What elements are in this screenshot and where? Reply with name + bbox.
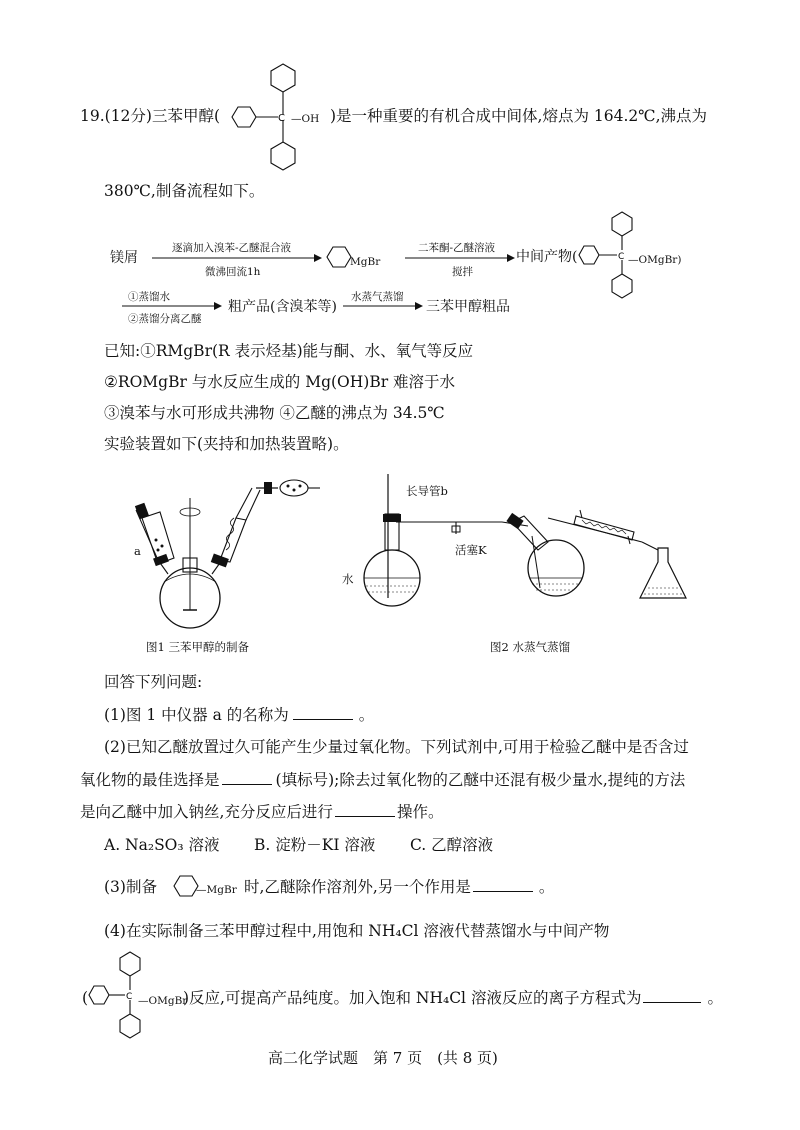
flow-arrow4-top: 水蒸气蒸馏 [351, 291, 404, 303]
known-2: ②ROMgBr 与水反应生成的 Mg(OH)Br 难溶于水 [104, 373, 456, 391]
q1-answer-blank[interactable] [293, 705, 353, 720]
flow-intermediate-group: —OMgBr) [628, 254, 682, 266]
q2-option-b: B. 淀粉－KI 溶液 [254, 836, 376, 854]
figure-2-label-valve: 活塞K [455, 543, 487, 557]
svg-text:C: C [618, 252, 625, 262]
q4-paren-open: ( [82, 989, 89, 1007]
q3-text-a: (3)制备 [104, 878, 157, 896]
q2-line3-a: 是向乙醚中加入钠丝,充分反应后进行 [80, 803, 333, 821]
figure-1-label-a: a [134, 544, 141, 558]
q2-option-c: C. 乙醇溶液 [410, 836, 494, 854]
flow-arrow2-top: 二苯酮-乙醚溶液 [418, 242, 496, 254]
flow-final: 三苯甲醇粗品 [426, 299, 510, 315]
figure-2-apparatus [352, 470, 692, 610]
q4-line2-text: )反应,可提高产品纯度。加入饱和 NH₄Cl 溶液反应的离子方程式为 [183, 989, 642, 1007]
q1-line [104, 705, 374, 725]
flow-start: 镁屑 [110, 250, 138, 266]
known-3: ③溴苯与水可形成共沸物 ④乙醚的沸点为 34.5℃ [104, 404, 445, 422]
q3-period: 。 [538, 878, 555, 896]
q1-period: 。 [358, 706, 375, 724]
q2-answer-blank-2[interactable] [335, 802, 395, 817]
q3-line [104, 877, 157, 897]
q4-answer-blank[interactable] [643, 988, 701, 1003]
figure-2-caption: 图2 水蒸气蒸馏 [490, 640, 570, 654]
flow-arrow-4 [343, 301, 423, 311]
q2-line2-a: 氧化物的最佳选择是 [80, 771, 220, 789]
q2-option-a: A. Na₂SO₃ 溶液 [104, 836, 220, 854]
svg-text:C: C [126, 992, 133, 1002]
q3-line-b [244, 877, 554, 897]
question-19-line1-suffix: )是一种重要的有机合成中间体,熔点为 164.2℃,沸点为 [330, 107, 708, 125]
svg-text:C: C [278, 113, 285, 124]
flow-arrow1-top: 逐滴加入溴苯-乙醚混合液 [172, 242, 292, 254]
flow-arrow1-bottom: 微沸回流1h [205, 266, 261, 278]
q4-period: 。 [707, 989, 723, 1007]
q1-text: (1)图 1 中仪器 a 的名称为 [104, 706, 289, 724]
figure-2-label-water: 水 [342, 572, 354, 586]
known-4: 实验装置如下(夹持和加热装置略)。 [104, 435, 349, 453]
figure-2-label-tube: 长导管b [406, 484, 448, 498]
flow-arrow2-bottom: 搅拌 [452, 266, 473, 278]
oh-group-label: —OH [291, 113, 320, 125]
q2-line1: (2)已知乙醚放置过久可能产生少量过氧化物。下列试剂中,可用于检验乙醚中是否含过 [104, 738, 689, 756]
question-19-line2: 380℃,制备流程如下。 [104, 182, 265, 200]
page-footer: 高二化学试题 第 7 页 (共 8 页) [268, 1049, 498, 1067]
q4-group-label: —OMgBr [138, 995, 188, 1007]
known-1: 已知:①RMgBr(R 表示烃基)能与酮、水、氧气等反应 [104, 342, 474, 360]
figure-1-apparatus [128, 470, 348, 630]
q3-text-b: 时,乙醚除作溶剂外,另一个作用是 [244, 878, 471, 896]
q2-answer-blank-1[interactable] [222, 770, 272, 785]
q4-intermediate-structure [88, 950, 158, 1030]
q3-answer-blank[interactable] [473, 877, 533, 892]
q3-mgbr-label: —MgBr [196, 884, 237, 896]
grignard-label: MgBr [350, 256, 381, 268]
q2-line3-b: 操作。 [396, 803, 444, 821]
figure-1-caption: 图1 三苯甲醇的制备 [146, 640, 249, 654]
q2-line3 [80, 802, 443, 822]
flow-crude: 粗产品(含溴苯等) [228, 299, 337, 315]
q4-line1: (4)在实际制备三苯甲醇过程中,用饱和 NH₄Cl 溶液代替蒸馏水与中间产物 [104, 922, 610, 940]
questions-intro: 回答下列问题: [104, 673, 203, 691]
q2-line2 [80, 770, 685, 790]
question-19-line1-prefix: 19.(12分)三苯甲醇( [80, 107, 221, 125]
flow-arrow3-top: ①蒸馏水 [128, 291, 170, 303]
flow-intermediate-prefix: 中间产物( [516, 249, 578, 265]
q4-line2 [183, 988, 723, 1008]
flow-arrow3-bottom: ②蒸馏分离乙醚 [128, 313, 202, 325]
q2-line2-b: (填标号);除去过氧化物的乙醚中还混有极少量水,提纯的方法 [275, 771, 686, 789]
